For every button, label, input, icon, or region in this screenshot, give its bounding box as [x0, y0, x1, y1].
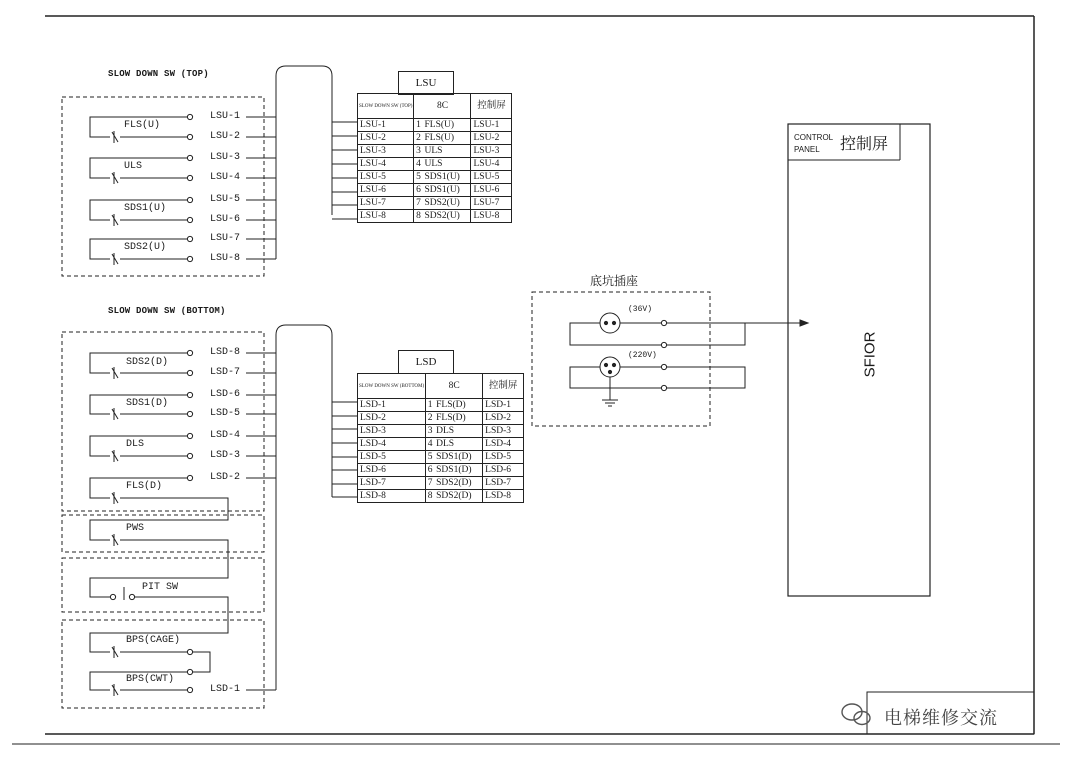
- terminal-lsu-3: LSU-3: [210, 152, 241, 163]
- voltage-220v: (220V): [628, 351, 657, 360]
- table-row: [358, 412, 524, 425]
- lsu-table: [357, 93, 512, 223]
- control-panel-label-en-1: CONTROL: [794, 133, 834, 142]
- pit-socket-wiring: [570, 313, 808, 406]
- sfior-board-label: SFIOR: [861, 331, 879, 378]
- switch-fls-d: FLS(D): [126, 481, 163, 492]
- table-cell: LSU-6: [358, 184, 414, 197]
- table-cell: SDS2(U): [422, 197, 471, 210]
- table-cell: 2: [414, 132, 423, 145]
- table-cell: FLS(D): [434, 412, 483, 425]
- terminal-lsd-3: LSD-3: [210, 450, 241, 461]
- table-cell: LSU-2: [471, 132, 512, 145]
- pit-socket-terminals: [661, 320, 666, 390]
- table-cell: LSD-4: [358, 438, 426, 451]
- table-cell: LSU-3: [471, 145, 512, 158]
- table-row: [358, 210, 512, 223]
- terminal-lsd-4: LSD-4: [210, 430, 241, 441]
- table-cell: LSD-4: [483, 438, 524, 451]
- table-row: [358, 425, 524, 438]
- wechat-icon: [842, 704, 870, 725]
- table-cell: LSD-5: [358, 451, 426, 464]
- table-cell: LSU-6: [471, 184, 512, 197]
- table-cell: DLS: [434, 438, 483, 451]
- table-cell: SDS1(D): [434, 451, 483, 464]
- table-cell: LSD-5: [483, 451, 524, 464]
- voltage-36v: (36V): [628, 305, 653, 314]
- table-cell: 7: [426, 477, 435, 490]
- table-cell: ULS: [422, 145, 471, 158]
- table-cell: LSU-1: [471, 119, 512, 132]
- lsd-table: [357, 373, 524, 503]
- table-cell: LSD-6: [483, 464, 524, 477]
- table-cell: 8: [414, 210, 423, 223]
- terminal-lsu-7: LSU-7: [210, 233, 241, 244]
- table-cell: 3: [426, 425, 435, 438]
- terminal-lsd-5: LSD-5: [210, 408, 241, 419]
- table-cell: LSU-1: [358, 119, 414, 132]
- table-row: [358, 184, 512, 197]
- table-row: [358, 464, 524, 477]
- table-cell: 5: [414, 171, 423, 184]
- table-row: [358, 490, 524, 503]
- table-cell: 6: [414, 184, 423, 197]
- control-panel-label-cn: 控制屏: [840, 134, 889, 153]
- table-cell: LSD-2: [483, 412, 524, 425]
- table-cell: LSU-8: [358, 210, 414, 223]
- table-cell: 7: [414, 197, 423, 210]
- watermark-text: 电梯维修交流: [884, 708, 998, 729]
- table-cell: 3: [414, 145, 423, 158]
- table-cell: LSD-7: [483, 477, 524, 490]
- switch-pit-sw: PIT SW: [142, 582, 179, 593]
- table-cell: LSD-8: [358, 490, 426, 503]
- switch-fls-u: FLS(U): [124, 120, 161, 131]
- table-cell: 2: [426, 412, 435, 425]
- switch-dls: DLS: [126, 439, 145, 450]
- table-cell: 5: [426, 451, 435, 464]
- table-cell: SDS1(D): [434, 464, 483, 477]
- switch-sds1-d: SDS1(D): [126, 398, 169, 409]
- pit-socket-box: [532, 292, 710, 426]
- terminal-lsd-7: LSD-7: [210, 367, 241, 378]
- top-terminal-circles: [187, 114, 192, 261]
- table-cell: LSU-7: [358, 197, 414, 210]
- terminal-lsd-8: LSD-8: [210, 347, 241, 358]
- table-cell: FLS(U): [422, 119, 471, 132]
- table-row: [358, 438, 524, 451]
- top-terminal-leads: [246, 66, 358, 259]
- terminal-lsu-1: LSU-1: [210, 111, 241, 122]
- switch-sds2-d: SDS2(D): [126, 357, 169, 368]
- terminal-lsu-4: LSU-4: [210, 172, 241, 183]
- table-cell: LSD-6: [358, 464, 426, 477]
- lsd-col-head-2: 8C: [426, 374, 483, 399]
- lsu-col-head-1: SLOW DOWN SW (TOP): [358, 94, 414, 119]
- pws-box: [62, 515, 264, 552]
- table-cell: LSU-2: [358, 132, 414, 145]
- terminal-lsd-1: LSD-1: [210, 684, 241, 695]
- table-cell: SDS1(U): [422, 184, 471, 197]
- lsu-table-name: LSU: [398, 71, 454, 95]
- table-cell: LSU-8: [471, 210, 512, 223]
- table-row: [358, 119, 512, 132]
- table-cell: LSD-3: [358, 425, 426, 438]
- control-panel-label-en-2: PANEL: [794, 145, 820, 154]
- switch-uls: ULS: [124, 161, 143, 172]
- table-cell: SDS1(U): [422, 171, 471, 184]
- table-cell: LSD-7: [358, 477, 426, 490]
- table-cell: ULS: [422, 158, 471, 171]
- switch-sds2-u: SDS2(U): [124, 242, 167, 253]
- table-row: [358, 451, 524, 464]
- control-panel-frame: [788, 124, 930, 596]
- table-cell: LSU-4: [471, 158, 512, 171]
- table-row: [358, 477, 524, 490]
- table-cell: LSD-8: [483, 490, 524, 503]
- table-row: [358, 171, 512, 184]
- table-cell: 1: [414, 119, 423, 132]
- top-heading: SLOW DOWN SW (TOP): [108, 69, 209, 79]
- pit-socket-title: 底坑插座: [590, 274, 639, 288]
- table-cell: DLS: [434, 425, 483, 438]
- terminal-lsd-6: LSD-6: [210, 389, 241, 400]
- table-cell: LSD-1: [483, 399, 524, 412]
- terminal-lsu-5: LSU-5: [210, 194, 241, 205]
- terminal-lsd-2: LSD-2: [210, 472, 241, 483]
- table-cell: 4: [414, 158, 423, 171]
- terminal-lsu-6: LSU-6: [210, 214, 241, 225]
- switch-bps-cage: BPS(CAGE): [126, 635, 181, 646]
- table-cell: LSD-1: [358, 399, 426, 412]
- table-cell: SDS2(U): [422, 210, 471, 223]
- table-cell: LSU-4: [358, 158, 414, 171]
- table-row: [358, 158, 512, 171]
- terminal-lsu-8: LSU-8: [210, 253, 241, 264]
- table-cell: LSU-7: [471, 197, 512, 210]
- lsu-col-head-2: 8C: [414, 94, 471, 119]
- table-cell: FLS(U): [422, 132, 471, 145]
- table-cell: LSD-3: [483, 425, 524, 438]
- lsd-table-name: LSD: [398, 350, 454, 374]
- table-cell: 8: [426, 490, 435, 503]
- switch-pws: PWS: [126, 523, 145, 534]
- terminal-lsu-2: LSU-2: [210, 131, 241, 142]
- table-cell: LSU-5: [471, 171, 512, 184]
- table-row: [358, 145, 512, 158]
- table-cell: FLS(D): [434, 399, 483, 412]
- table-cell: SDS2(D): [434, 477, 483, 490]
- table-row: [358, 197, 512, 210]
- bottom-heading: SLOW DOWN SW (BOTTOM): [108, 306, 226, 316]
- table-row: [358, 399, 524, 412]
- table-cell: LSD-2: [358, 412, 426, 425]
- table-row: [358, 132, 512, 145]
- table-cell: 1: [426, 399, 435, 412]
- table-cell: SDS2(D): [434, 490, 483, 503]
- switch-sds1-u: SDS1(U): [124, 203, 167, 214]
- lsd-col-head-3: 控制屏: [483, 374, 524, 399]
- table-cell: LSU-5: [358, 171, 414, 184]
- lsd-col-head-1: SLOW DOWN SW (BOTTOM): [358, 374, 426, 399]
- lsu-col-head-3: 控制屏: [471, 94, 512, 119]
- switch-bps-cwt: BPS(CWT): [126, 674, 175, 685]
- table-cell: LSU-3: [358, 145, 414, 158]
- table-cell: 4: [426, 438, 435, 451]
- bottom-terminal-leads: [246, 325, 358, 690]
- table-cell: 6: [426, 464, 435, 477]
